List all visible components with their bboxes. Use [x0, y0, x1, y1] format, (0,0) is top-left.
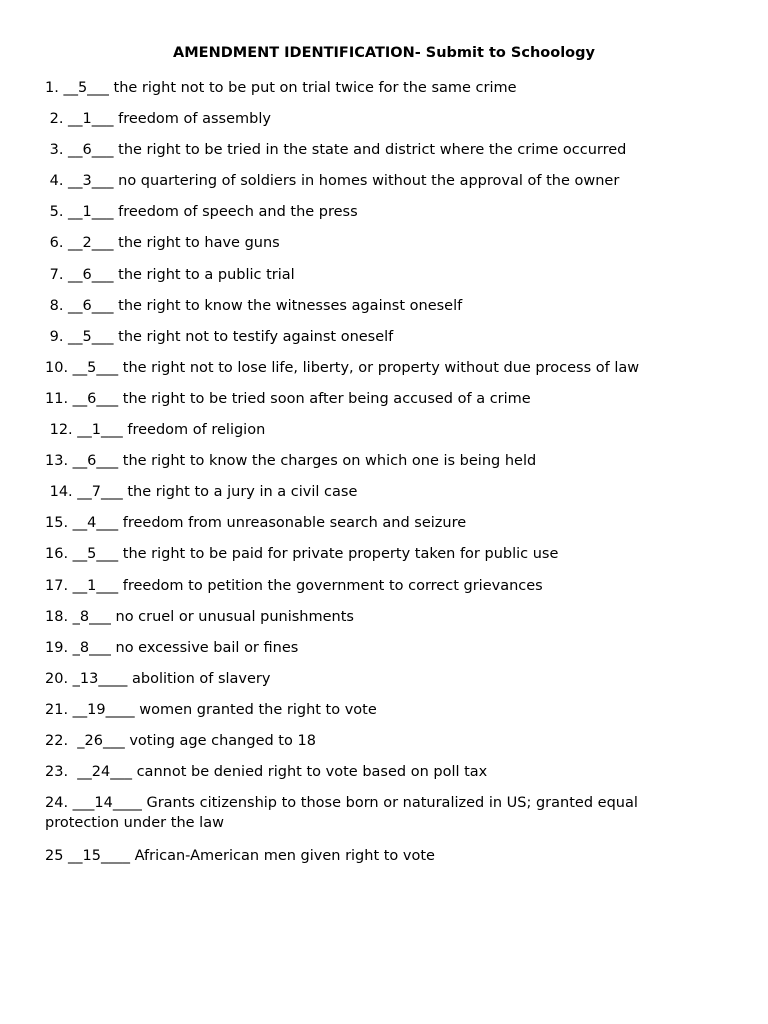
list-item: 22. _26___ voting age changed to 18	[45, 732, 316, 749]
list-item: 4. __3___ no quartering of soldiers in homes without the approval of the owner	[45, 173, 620, 190]
list-item: 11. __6___ the right to be tried soon after being accused of a crime	[45, 390, 531, 407]
list-item: 14. __7___ the right to a jury in a civil case	[45, 484, 358, 501]
list-item: 18. _8___ no cruel or unusual punishments	[45, 608, 354, 625]
list-item: 6. __2___ the right to have guns	[45, 235, 280, 252]
list-item: 19. _8___ no excessive bail or fines	[45, 639, 299, 656]
page-title: AMENDMENT IDENTIFICATION- Submit to Schoology	[173, 45, 595, 61]
list-item: 1. __5___ the right not to be put on trial twice for the same crime	[45, 80, 517, 96]
list-item: 17. __1___ freedom to petition the government to correct grievances	[45, 577, 543, 594]
list-item: 8. __6___ the right to know the witnesses against oneself	[45, 297, 463, 314]
list-item: 16. __5___ the right to be paid for private property taken for public use	[45, 546, 559, 563]
list-item: 10. __5___ the right not to lose life, liberty, or property without due process of law	[45, 359, 640, 376]
list-item: 15. __4___ freedom from unreasonable search and seizure	[45, 515, 467, 532]
list-item: 3. __6___ the right to be tried in the state and district where the crime occurred	[45, 142, 627, 159]
list-item: 20. _13____ abolition of slavery	[45, 670, 271, 687]
list-item: 23. __24___ cannot be denied right to vote based on poll tax	[45, 764, 488, 781]
amendment-list	[45, 78, 735, 877]
list-item: 21. __19____ women granted the right to vote	[45, 701, 377, 718]
list-item: 9. __5___ the right not to testify against oneself	[45, 328, 394, 345]
list-item: 24. ___14____ Grants citizenship to those born or naturalized in US; granted equal protection under the law	[45, 795, 643, 832]
list-item: 7. __6___ the right to a public trial	[45, 266, 295, 283]
list-item: 12. __1___ freedom of religion	[45, 422, 266, 439]
list-item: 13. __6___ the right to know the charges on which one is being held	[45, 453, 537, 470]
list-item: 5. __1___ freedom of speech and the press	[45, 204, 358, 221]
list-item: 2. __1___ freedom of assembly	[45, 111, 271, 128]
list-item: 25 __15____ African-American men given right to vote	[45, 848, 435, 865]
